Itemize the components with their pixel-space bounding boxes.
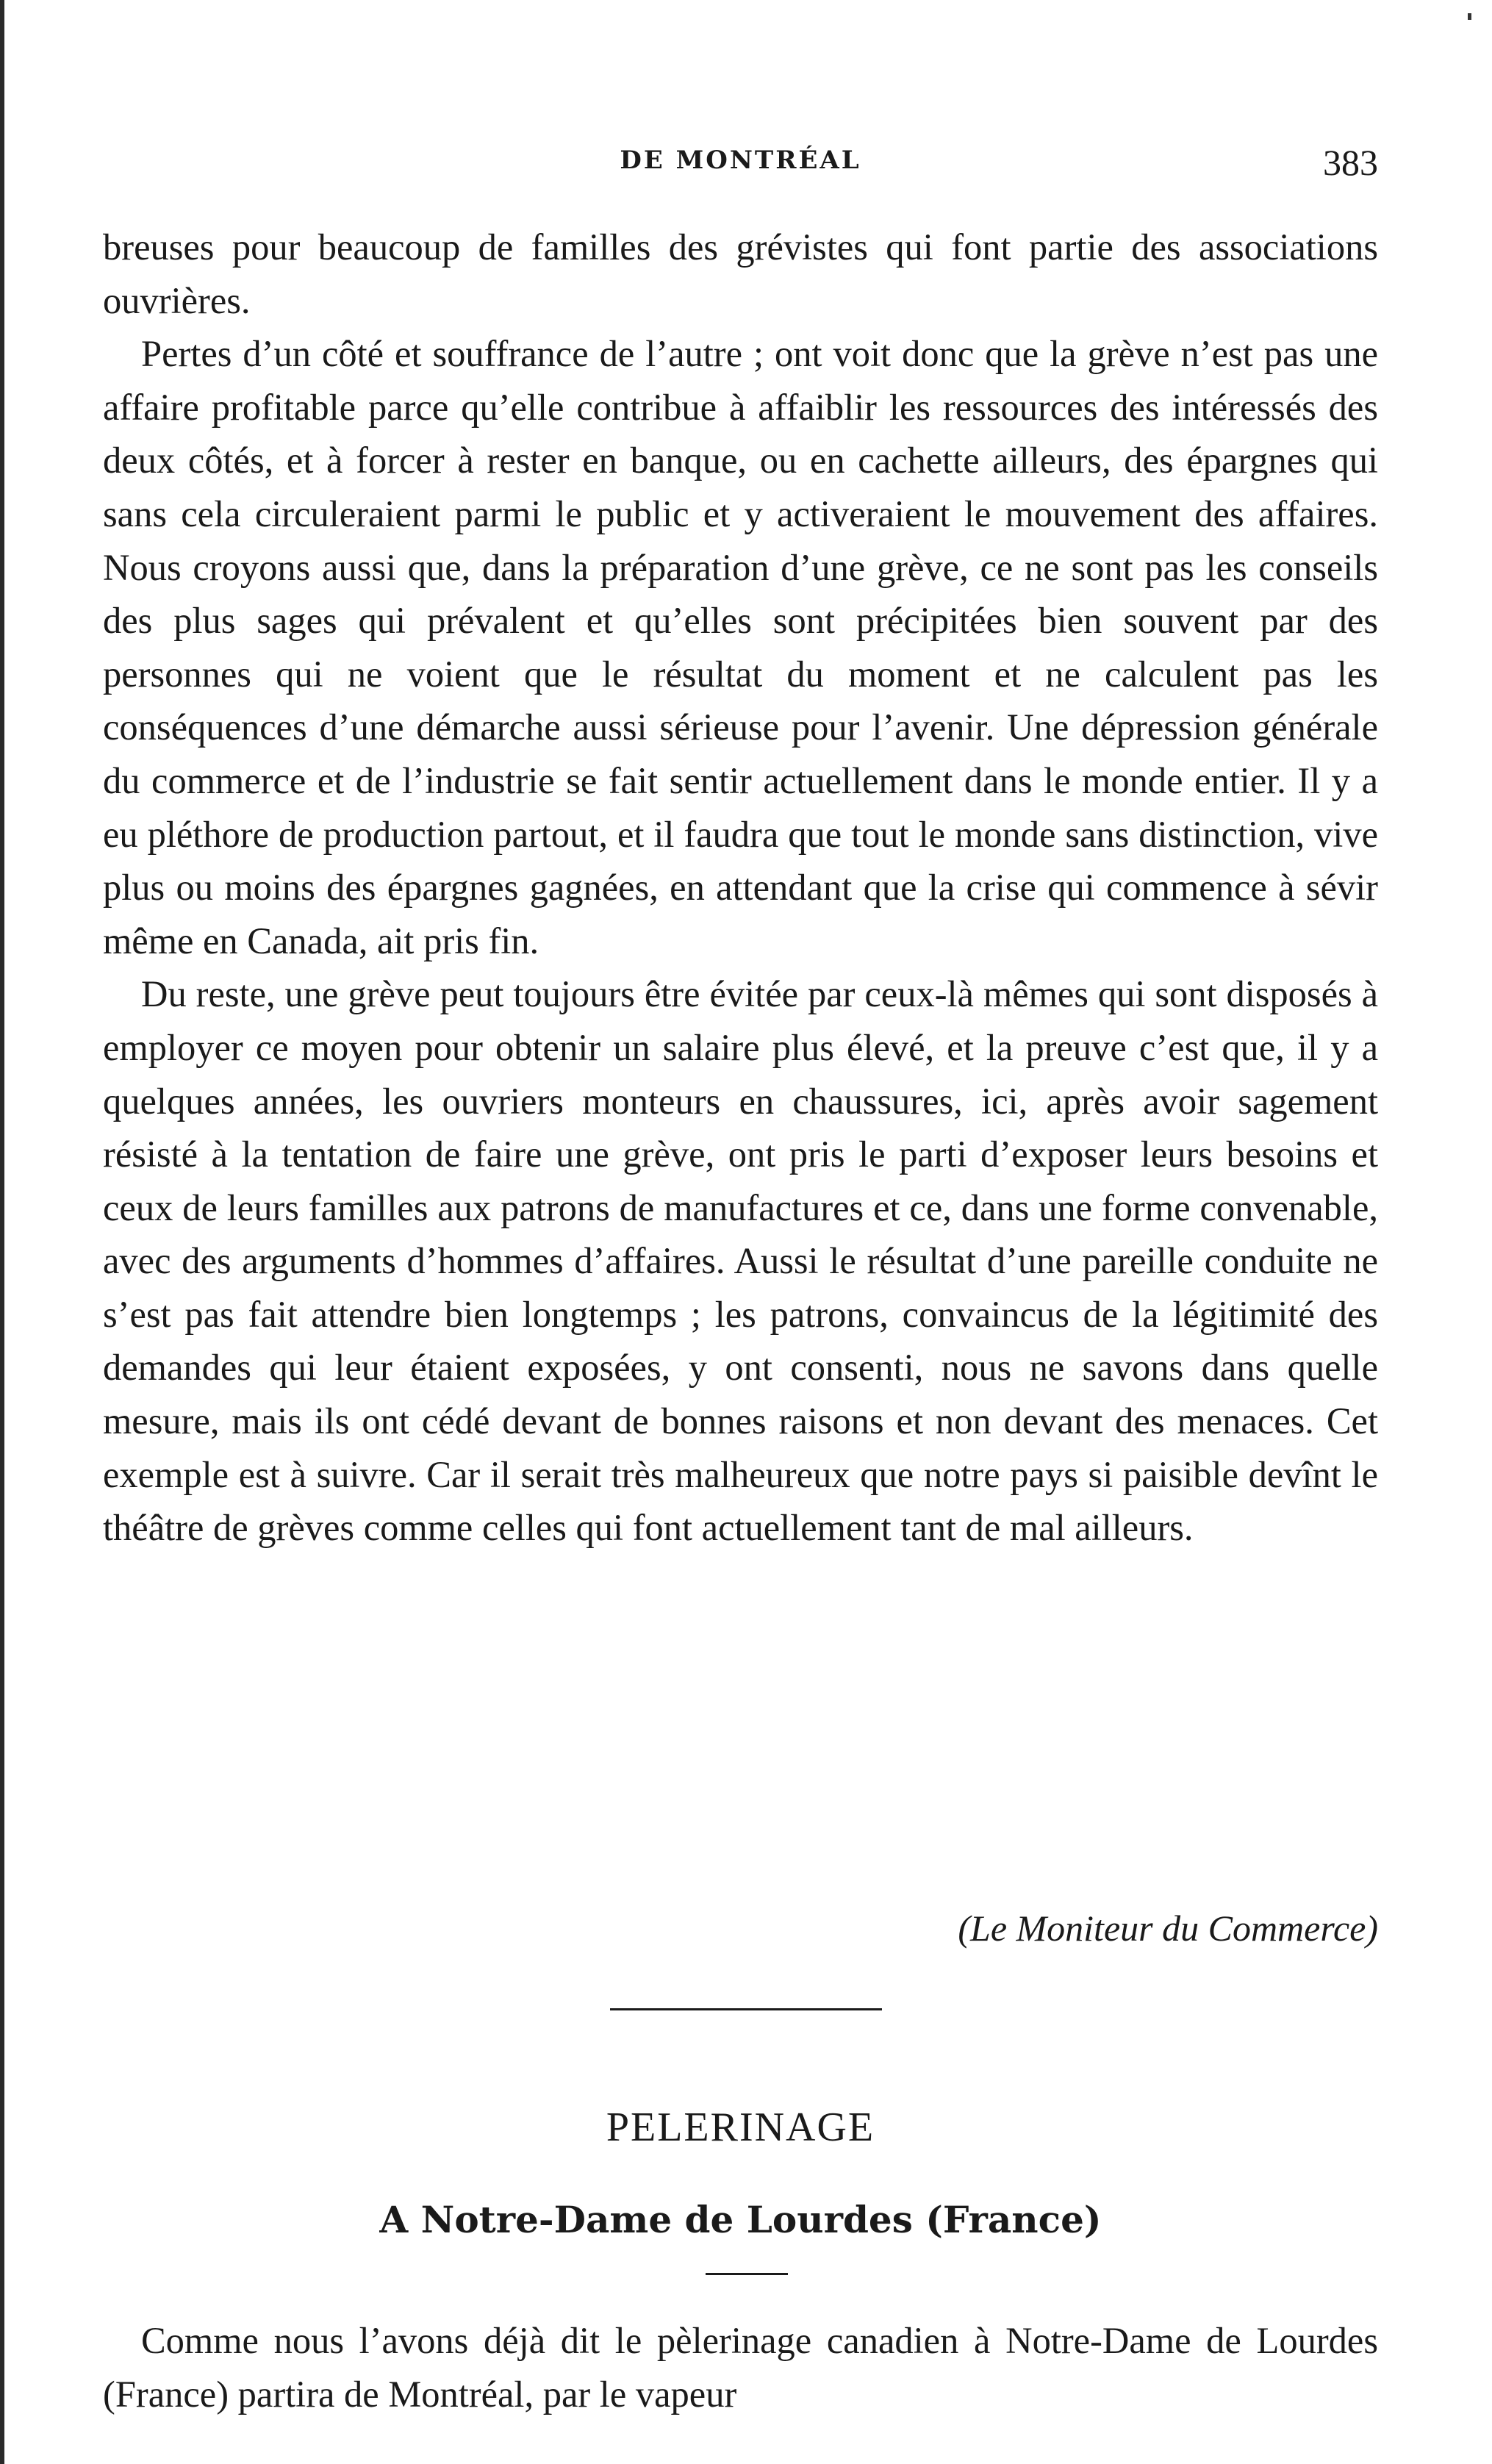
section-subtitle: A Notre-Dame de Lourdes (France) bbox=[379, 2198, 1102, 2241]
paragraph-pelerinage: Comme nous l’avons déjà dit le pèlerinage canadien à Notre-Dame de Lourdes (France) partira de Montréal, par le vapeur bbox=[103, 2320, 1378, 2415]
section-title: PELERINAGE bbox=[606, 2105, 875, 2150]
paragraph-du-reste: Du reste, une grève peut toujours être évitée par ceux-là mêmes qui sont disposés à employer ce moyen pour obtenir un salaire plus élevé, et la preuve c’est que, il y a quelques années, les ouvriers monteurs en chaussures, ici, après avoir sagement résisté à la tentation de faire une grève, ont pris le parti d’exposer leurs besoins et ceux de leurs familles aux patrons de manufactures et ce, dans une forme convenable, avec des arguments d’hommes d’affaires. Aussi le résultat d’une pareille conduite ne s’est pas fait attendre bien longtemps ; les patrons, convaincus de la légitimité des demandes qui leur étaient exposées, y ont consenti, nous ne savons dans quelle mesure, mais ils ont cédé devant de bonnes raisons et non devant des menaces. Cet exemple est à suivre. Car il serait très malheureux que notre pays si paisible devînt le théâtre de grèves comme celles qui font actuellement tant de mal ailleurs. bbox=[103, 973, 1378, 1549]
section-divider bbox=[610, 2008, 882, 2010]
page-header bbox=[103, 141, 1378, 185]
paragraph-pertes: Pertes d’un côté et souffrance de l’autre ; ont voit donc que la grève n’est pas une affaire profitable parce qu’elle contribue à affaiblir les ressources des intéressés des deux côtés, et à forcer à rester en banque, ou en cachette ailleurs, des épargnes qui sans cela circuleraient parmi le public et y activeraient le mouvement des affaires. Nous croyons aussi que, dans la préparation d’une grève, ce ne sont pas les conseils des plus sages qui prévalent et qu’elles sont précipitées bien souvent par des personnes qui ne voient que le résultat du moment et ne calculent pas les conséquences d’une démarche aussi sérieuse pour l’avenir. Une dépression générale du commerce et de l’industrie se fait sentir actuellement dans le monde entier. Il y a eu pléthore de production partout, et il faudra que tout le monde sans distinction, vive plus ou moins des épargnes gagnées, en attendant que la crise qui commence à sévir même en Canada, ait pris fin. bbox=[103, 333, 1378, 961]
page-edge-shadow bbox=[0, 0, 4, 2464]
page-number: 383 bbox=[1323, 142, 1378, 183]
scan-speck bbox=[1468, 13, 1471, 20]
running-head: DE MONTRÉAL bbox=[620, 146, 861, 175]
article-body bbox=[103, 221, 1378, 1555]
source-attribution: (Le Moniteur du Commerce) bbox=[958, 1908, 1378, 1949]
paragraph-continuation: breuses pour beaucoup de familles des grévistes qui font partie des associations ouvrières. bbox=[103, 226, 1378, 321]
section-body bbox=[103, 2314, 1378, 2421]
subtitle-divider bbox=[706, 2273, 788, 2275]
